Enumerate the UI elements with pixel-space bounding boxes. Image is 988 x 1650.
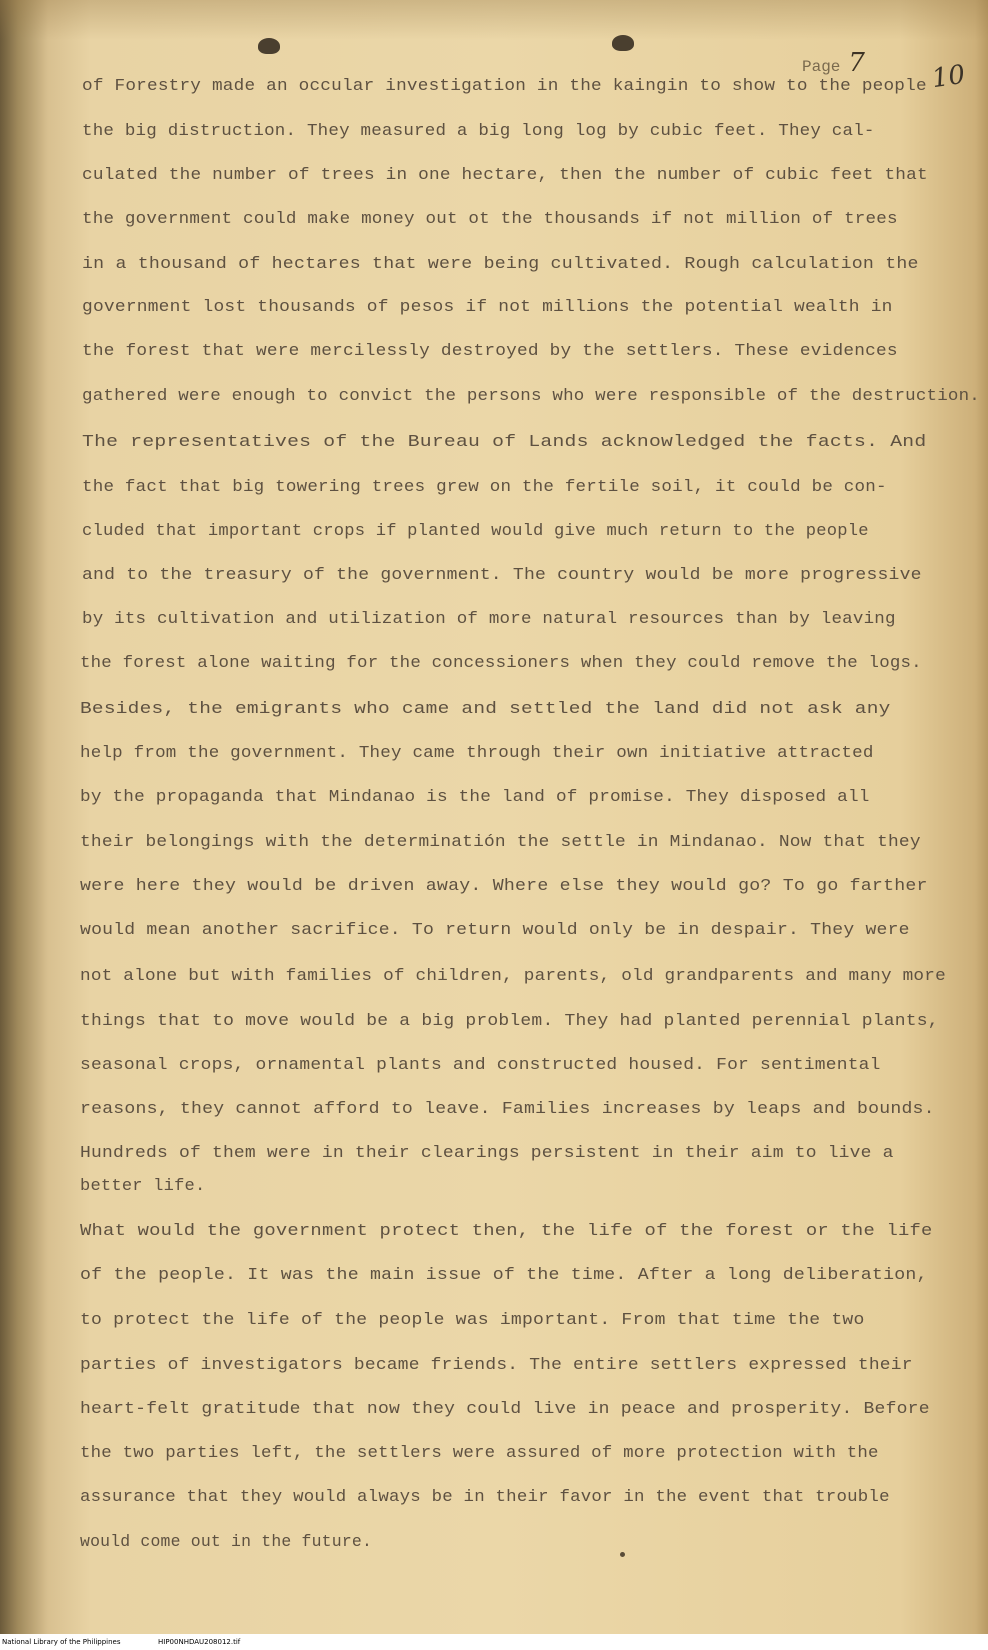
body-line: gathered were enough to convict the persons who were responsible of the destruction. [82, 386, 980, 405]
body-line: of the people. It was the main issue of the time. After a long deliberation, [80, 1265, 928, 1284]
page-number: 7 [848, 48, 865, 78]
body-line: in a thousand of hectares that were being cultivated. Rough calculation the [82, 254, 919, 273]
body-line: not alone but with families of children, parents, old grandparents and many more [80, 966, 946, 985]
body-line: were here they would be driven away. Where else they would go? To go farther [80, 876, 928, 895]
body-line: the fact that big towering trees grew on the fertile soil, it could be con- [82, 477, 887, 496]
body-line: the government could make money out ot the thousands if not million of trees [82, 209, 898, 228]
body-line: government lost thousands of pesos if not millions the potential wealth in [82, 297, 893, 316]
body-line: the forest that were mercilessly destroyed by the settlers. These evidences [82, 341, 898, 360]
body-line: What would the government protect then, the life of the forest or the life [80, 1221, 933, 1240]
body-line: The representatives of the Bureau of Lands acknowledged the facts. And [82, 432, 927, 451]
page-number-label [802, 48, 865, 78]
handwritten-page-number: 10 [930, 59, 968, 95]
body-line: reasons, they cannot afford to leave. Families increases by leaps and bounds. [80, 1099, 935, 1118]
body-line: Besides, the emigrants who came and settled the land did not ask any [80, 699, 891, 718]
scan-footer [0, 1634, 988, 1650]
body-line: to protect the life of the people was important. From that time the two [80, 1310, 865, 1329]
body-line: cluded that important crops if planted would give much return to the people [82, 521, 869, 540]
body-line: parties of investigators became friends. The entire settlers expressed their [80, 1355, 913, 1374]
body-line: by the propaganda that Mindanao is the land of promise. They disposed all [80, 787, 870, 806]
body-line: help from the government. They came through their own initiative attracted [80, 743, 874, 762]
body-line: assurance that they would always be in their favor in the event that trouble [80, 1487, 890, 1506]
body-line: their belongings with the determinatión the settle in Mindanao. Now that they [80, 832, 921, 851]
body-line: heart-felt gratitude that now they could live in peace and prosperity. Before [80, 1399, 930, 1418]
body-line: seasonal crops, ornamental plants and constructed housed. For sentimental [80, 1055, 881, 1074]
body-line: would mean another sacrifice. To return would only be in despair. They were [80, 920, 910, 939]
body-line: the forest alone waiting for the concessioners when they could remove the logs. [80, 653, 922, 672]
page-label: Page [802, 58, 841, 76]
body-line: better life. [80, 1176, 206, 1195]
body-line: Hundreds of them were in their clearings persistent in their aim to live a [80, 1143, 894, 1162]
body-line: culated the number of trees in one hectare, then the number of cubic feet that [82, 165, 928, 184]
punch-hole-right [612, 35, 634, 51]
body-line: the two parties left, the settlers were assured of more protection with the [80, 1443, 879, 1462]
body-line: things that to move would be a big problem. They had planted perennial plants, [80, 1011, 939, 1030]
body-line: the big distruction. They measured a big long log by cubic feet. They cal- [82, 121, 875, 140]
footer-institution: National Library of the Philippines [2, 1638, 121, 1646]
punch-hole-left [258, 38, 280, 54]
body-line: would come out in the future. [80, 1532, 373, 1551]
footer-file-name: HIP00NHDAU208012.tif [158, 1638, 241, 1646]
body-line: by its cultivation and utilization of more natural resources than by leaving [82, 609, 896, 628]
ink-speck [620, 1552, 625, 1557]
body-line: and to the treasury of the government. The country would be more progressive [82, 565, 922, 584]
body-line: of Forestry made an occular investigation in the kaingin to show to the people [82, 76, 927, 95]
